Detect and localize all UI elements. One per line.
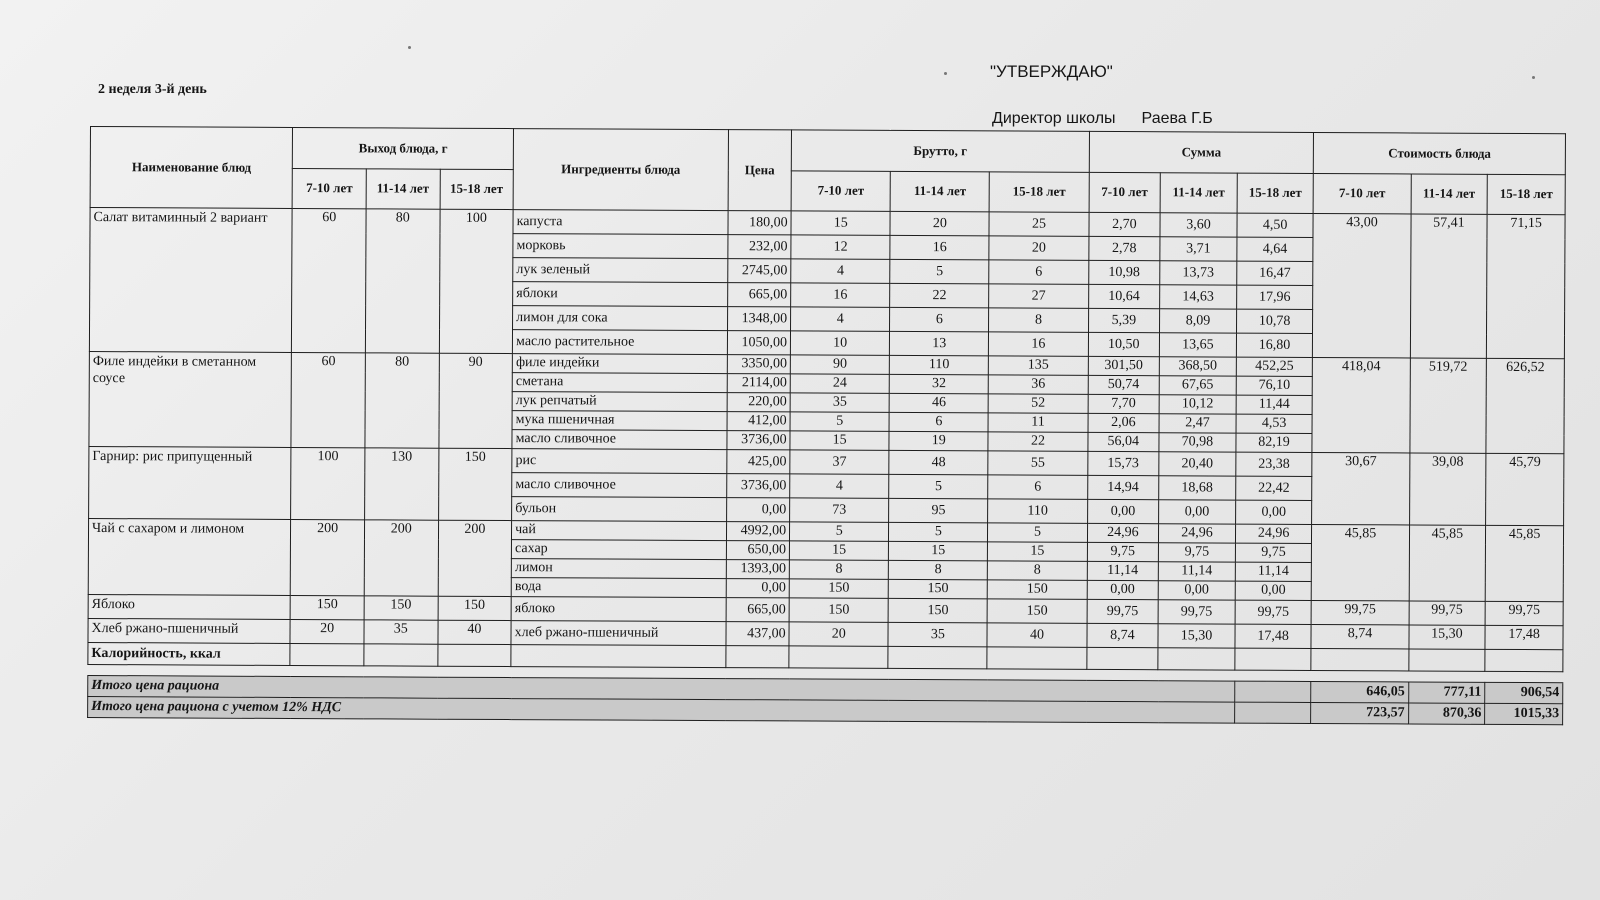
dish-output: 20: [290, 619, 364, 643]
col-header-cost: Стоимость блюда: [1314, 132, 1566, 174]
dish-cost: 45,85: [1485, 525, 1563, 601]
dish-output: 60: [292, 208, 366, 352]
ingredient-name: лимон: [511, 559, 726, 579]
dish-cost: 45,79: [1486, 453, 1564, 525]
sum-value: 301,50: [1088, 356, 1160, 375]
sum-value: 9,75: [1235, 543, 1312, 562]
empty-cell: [1408, 649, 1485, 671]
brutto-value: 16: [890, 235, 989, 259]
sum-value: 0,00: [1235, 500, 1312, 524]
sum-value: 99,75: [1158, 600, 1235, 624]
col-header-ingredients: Ингредиенты блюда: [513, 129, 728, 211]
brutto-value: 11: [988, 413, 1087, 432]
ingredient-price: 1393,00: [726, 560, 789, 579]
ingredient-name: капуста: [513, 210, 728, 235]
total-value: 1015,33: [1485, 703, 1563, 724]
dish-name: Салат витаминный 2 вариант: [89, 208, 292, 353]
col-header-brutto: Брутто, г: [791, 130, 1089, 172]
dish-output: 80: [365, 353, 439, 448]
brutto-value: 95: [889, 498, 988, 522]
brutto-value: 13: [890, 331, 989, 355]
speck: [408, 46, 411, 49]
ingredient-price: 4992,00: [726, 522, 789, 541]
brutto-value: 150: [988, 580, 1087, 599]
sum-value: 4,53: [1236, 414, 1313, 433]
ingredient-name: масло растительное: [513, 330, 728, 355]
dish-output: 80: [365, 209, 439, 353]
dish-name: Хлеб ржано-пшеничный: [88, 618, 290, 643]
sum-value: 17,48: [1235, 624, 1312, 648]
sum-value: 11,14: [1158, 562, 1235, 581]
ingredient-price: 412,00: [727, 412, 790, 431]
age-header: 11-14 лет: [1411, 173, 1488, 214]
ingredient-price: 2114,00: [727, 374, 790, 393]
sum-value: 7,70: [1088, 394, 1160, 413]
age-header: 15-18 лет: [1487, 174, 1565, 215]
ingredient-price: 2745,00: [728, 259, 791, 283]
approve-heading: "УТВЕРЖДАЮ": [990, 62, 1113, 81]
brutto-value: 8: [789, 560, 888, 579]
brutto-value: 20: [989, 236, 1088, 260]
dish-cost: 30,67: [1312, 452, 1409, 524]
sum-value: 13,65: [1159, 333, 1236, 357]
ingredient-price: 665,00: [726, 598, 789, 622]
ingredient-name: рис: [512, 449, 727, 474]
brutto-value: 27: [989, 284, 1088, 308]
dish-name: Яблоко: [88, 594, 290, 619]
week-day-label: 2 неделя 3-й день: [98, 82, 207, 97]
dish-output: 150: [364, 596, 438, 620]
dish-output: 200: [438, 520, 512, 596]
brutto-value: 150: [888, 598, 987, 622]
sum-value: 16,47: [1237, 261, 1314, 285]
sum-value: 10,12: [1159, 395, 1236, 414]
sum-value: 15,73: [1087, 451, 1159, 475]
dish-cost: 39,08: [1409, 453, 1486, 525]
brutto-value: 20: [789, 622, 888, 646]
sum-value: 0,00: [1087, 580, 1159, 599]
age-header: 7-10 лет: [292, 168, 366, 209]
brutto-value: 110: [890, 355, 989, 374]
ingredient-price: 1050,00: [727, 331, 790, 355]
brutto-value: 48: [889, 450, 988, 474]
age-header: 15-18 лет: [1237, 173, 1314, 214]
dish-cost: 99,75: [1312, 600, 1409, 624]
brutto-value: 5: [889, 522, 988, 541]
sum-value: 14,63: [1160, 285, 1237, 309]
dish-output: 150: [290, 595, 364, 619]
brutto-value: 25: [989, 212, 1088, 236]
dish-output: 200: [291, 519, 365, 595]
ingredient-name: лук зеленый: [513, 258, 728, 283]
brutto-value: 12: [791, 235, 890, 259]
age-header: 7-10 лет: [791, 170, 890, 211]
sum-value: 2,06: [1088, 413, 1160, 432]
sum-value: 10,50: [1088, 332, 1160, 356]
brutto-value: 150: [789, 579, 888, 598]
empty-cell: [290, 643, 364, 665]
ingredient-price: 0,00: [726, 579, 789, 598]
brutto-value: 15: [791, 211, 890, 235]
sum-value: 76,10: [1236, 376, 1313, 395]
sum-value: 67,65: [1159, 376, 1236, 395]
sum-value: 14,94: [1087, 475, 1159, 499]
sum-value: 56,04: [1087, 432, 1159, 451]
ingredient-name: вода: [511, 578, 726, 598]
sum-value: 99,75: [1235, 600, 1312, 624]
speck: [1532, 76, 1535, 79]
ingredient-price: 3736,00: [727, 431, 790, 450]
brutto-value: 8: [988, 561, 1087, 580]
sum-value: 70,98: [1159, 433, 1236, 452]
dish-cost: 626,52: [1486, 358, 1564, 453]
age-header: 11-14 лет: [1160, 172, 1237, 213]
sum-value: 9,75: [1158, 543, 1235, 562]
dish-cost: 71,15: [1487, 214, 1566, 358]
sum-value: 2,47: [1159, 414, 1236, 433]
sum-value: 99,75: [1087, 599, 1159, 623]
sum-value: 10,98: [1088, 260, 1160, 284]
dish-cost: 45,85: [1409, 525, 1486, 601]
brutto-value: 32: [889, 374, 988, 393]
brutto-value: 6: [988, 475, 1087, 499]
menu-body: [88, 208, 1565, 725]
brutto-value: 20: [890, 211, 989, 235]
sum-value: 11,44: [1236, 395, 1313, 414]
brutto-value: 15: [790, 541, 889, 560]
sum-value: 20,40: [1159, 452, 1236, 476]
speck: [944, 72, 947, 75]
empty-cell: [888, 646, 987, 668]
ingredient-name: лук репчатый: [512, 392, 727, 412]
sum-value: 3,60: [1160, 213, 1237, 237]
sum-value: 17,96: [1236, 285, 1313, 309]
dish-output: 200: [364, 520, 438, 596]
brutto-value: 10: [791, 331, 890, 355]
dish-cost: 99,75: [1485, 601, 1563, 625]
brutto-value: 5: [890, 259, 989, 283]
dish-cost: 57,41: [1410, 214, 1487, 358]
age-header: 7-10 лет: [1089, 172, 1161, 213]
col-header-price: Цена: [728, 130, 792, 211]
ingredient-price: 3736,00: [726, 474, 789, 498]
total-label: Итого цена рациона с учетом 12% НДС: [88, 696, 1235, 723]
sum-value: 50,74: [1088, 375, 1160, 394]
total-value: 777,11: [1408, 682, 1485, 703]
dish-output: 100: [291, 447, 365, 519]
ingredient-name: бульон: [512, 497, 727, 522]
brutto-value: 150: [888, 579, 987, 598]
col-header-sum: Сумма: [1089, 131, 1314, 173]
ingredient-name: лимон для сока: [513, 306, 728, 331]
empty-cell: [1158, 648, 1235, 670]
sum-value: 24,96: [1087, 523, 1159, 542]
col-header-output: Выход блюда, г: [293, 127, 514, 169]
empty-cell: [1485, 649, 1563, 671]
brutto-value: 73: [790, 498, 889, 522]
brutto-value: 40: [987, 623, 1086, 647]
calories-label: Калорийность, ккал: [88, 642, 290, 665]
ingredient-name: чай: [512, 521, 727, 541]
dish-output: 130: [365, 448, 439, 520]
sum-value: 11,14: [1087, 561, 1159, 580]
dish-output: 35: [364, 620, 438, 644]
sum-value: 23,38: [1236, 452, 1313, 476]
age-header: 7-10 лет: [1314, 173, 1411, 214]
sum-value: 8,74: [1087, 623, 1159, 647]
age-header: 15-18 лет: [440, 169, 514, 210]
dish-name: Филе индейки в сметанном соусе: [89, 351, 292, 447]
sum-value: 8,09: [1160, 309, 1237, 333]
dish-cost: 519,72: [1409, 358, 1486, 453]
brutto-value: 6: [889, 412, 988, 431]
empty-cell: [726, 646, 789, 668]
brutto-value: 22: [890, 283, 989, 307]
menu-table: [87, 126, 1566, 725]
brutto-value: 5: [790, 522, 889, 541]
dish-cost: 45,85: [1312, 524, 1409, 600]
dish-cost: 15,30: [1408, 625, 1485, 649]
sum-value: 15,30: [1158, 624, 1235, 648]
dish-output: 100: [439, 209, 513, 353]
sum-value: 22,42: [1235, 476, 1312, 500]
brutto-value: 150: [789, 598, 888, 622]
brutto-value: 110: [988, 499, 1087, 523]
brutto-value: 22: [988, 432, 1087, 451]
total-value: 906,54: [1485, 682, 1563, 703]
ingredient-price: 220,00: [727, 393, 790, 412]
brutto-value: 19: [889, 431, 988, 450]
total-value: 723,57: [1311, 702, 1408, 723]
sum-value: 0,00: [1087, 499, 1159, 523]
ingredient-price: 665,00: [727, 283, 790, 307]
brutto-value: 8: [889, 560, 988, 579]
dish-name: Гарнир: рис припущенный: [89, 446, 292, 519]
age-header: 15-18 лет: [989, 171, 1088, 212]
sum-value: 11,14: [1235, 562, 1312, 581]
dish-output: 150: [438, 448, 512, 520]
dish-cost: 43,00: [1313, 213, 1411, 357]
ingredient-name: морковь: [513, 234, 728, 259]
ingredient-price: 650,00: [726, 541, 789, 560]
dish-output: 90: [438, 353, 512, 448]
ingredient-name: яблоки: [513, 282, 728, 307]
empty-cell: [987, 647, 1086, 669]
brutto-value: 150: [987, 599, 1086, 623]
age-header: 11-14 лет: [366, 168, 440, 209]
brutto-value: 4: [790, 474, 889, 498]
sum-value: 10,64: [1088, 284, 1160, 308]
ingredient-name: сметана: [512, 373, 727, 393]
sum-value: 0,00: [1159, 500, 1236, 524]
ingredient-price: 232,00: [728, 235, 791, 259]
brutto-value: 5: [790, 412, 889, 431]
dish-cost: 99,75: [1409, 601, 1486, 625]
ingredient-price: 1348,00: [727, 307, 790, 331]
dish-cost: 17,48: [1485, 625, 1563, 649]
brutto-value: 8: [989, 308, 1088, 332]
sum-value: 368,50: [1159, 357, 1236, 376]
director-title: Директор школы: [992, 110, 1116, 127]
brutto-value: 46: [889, 393, 988, 412]
brutto-value: 4: [791, 307, 890, 331]
ingredient-name: масло сливочное: [512, 473, 727, 498]
sum-value: 4,50: [1237, 213, 1314, 237]
empty-cell: [511, 645, 726, 668]
sum-value: 3,71: [1160, 237, 1237, 261]
empty-cell: [1086, 647, 1158, 669]
brutto-value: 16: [791, 283, 890, 307]
dish-name: Чай с сахаром и лимоном: [88, 518, 291, 595]
sum-value: 9,75: [1087, 542, 1159, 561]
col-header-dish: Наименование блюд: [90, 127, 293, 209]
ingredient-name: яблоко: [511, 597, 726, 622]
director-name: Раева Г.Б: [1141, 110, 1213, 127]
empty-cell: [437, 644, 511, 666]
dish-output: 150: [438, 596, 512, 620]
brutto-value: 15: [889, 541, 988, 560]
brutto-value: 37: [790, 450, 889, 474]
dish-cost: 418,04: [1312, 357, 1410, 452]
brutto-value: 5: [988, 523, 1087, 542]
dish-cost: 8,74: [1311, 624, 1408, 648]
empty-cell: [1311, 648, 1408, 670]
brutto-value: 24: [790, 374, 889, 393]
total-label: Итого цена рациона: [88, 675, 1235, 702]
brutto-value: 6: [989, 260, 1088, 284]
empty-cell: [1234, 681, 1311, 702]
dish-output: 60: [291, 352, 365, 447]
ingredient-price: 425,00: [727, 450, 790, 474]
ingredient-name: хлеб ржано-пшеничный: [511, 621, 726, 646]
age-header: 11-14 лет: [890, 171, 989, 212]
brutto-value: 36: [989, 375, 1088, 394]
brutto-value: 55: [988, 451, 1087, 475]
sum-value: 24,96: [1235, 524, 1312, 543]
empty-cell: [789, 646, 888, 668]
ingredient-name: сахар: [512, 540, 727, 560]
ingredient-name: масло сливочное: [512, 430, 727, 450]
ingredient-price: 180,00: [728, 211, 791, 235]
total-value: 870,36: [1408, 703, 1485, 724]
empty-cell: [1234, 702, 1311, 723]
sum-value: 10,78: [1236, 309, 1313, 333]
sum-value: 16,80: [1236, 333, 1313, 357]
empty-cell: [364, 644, 438, 666]
brutto-value: 35: [888, 622, 987, 646]
sum-value: 4,64: [1237, 237, 1314, 261]
brutto-value: 52: [989, 394, 1088, 413]
sum-value: 2,78: [1088, 236, 1160, 260]
ingredient-name: филе индейки: [512, 354, 727, 374]
ingredient-price: 0,00: [726, 498, 789, 522]
brutto-value: 16: [989, 332, 1088, 356]
empty-cell: [1235, 648, 1312, 670]
ingredient-price: 3350,00: [727, 355, 790, 374]
sum-value: 13,73: [1160, 261, 1237, 285]
sum-value: 82,19: [1236, 433, 1313, 452]
brutto-value: 90: [790, 355, 889, 374]
sum-value: 0,00: [1235, 581, 1312, 600]
brutto-value: 135: [989, 356, 1088, 375]
sum-value: 2,70: [1089, 212, 1161, 236]
brutto-value: 4: [791, 259, 890, 283]
sum-value: 452,25: [1236, 357, 1313, 376]
dish-output: 40: [438, 620, 512, 644]
brutto-value: 15: [790, 431, 889, 450]
brutto-value: 6: [890, 307, 989, 331]
ingredient-name: мука пшеничная: [512, 411, 727, 431]
sum-value: 24,96: [1159, 524, 1236, 543]
brutto-value: 5: [889, 474, 988, 498]
brutto-value: 15: [988, 542, 1087, 561]
sum-value: 5,39: [1088, 308, 1160, 332]
brutto-value: 35: [790, 393, 889, 412]
total-value: 646,05: [1311, 681, 1408, 702]
sum-value: 0,00: [1158, 581, 1235, 600]
director-line: [992, 110, 1213, 128]
ingredient-price: 437,00: [726, 622, 789, 646]
sum-value: 18,68: [1159, 476, 1236, 500]
